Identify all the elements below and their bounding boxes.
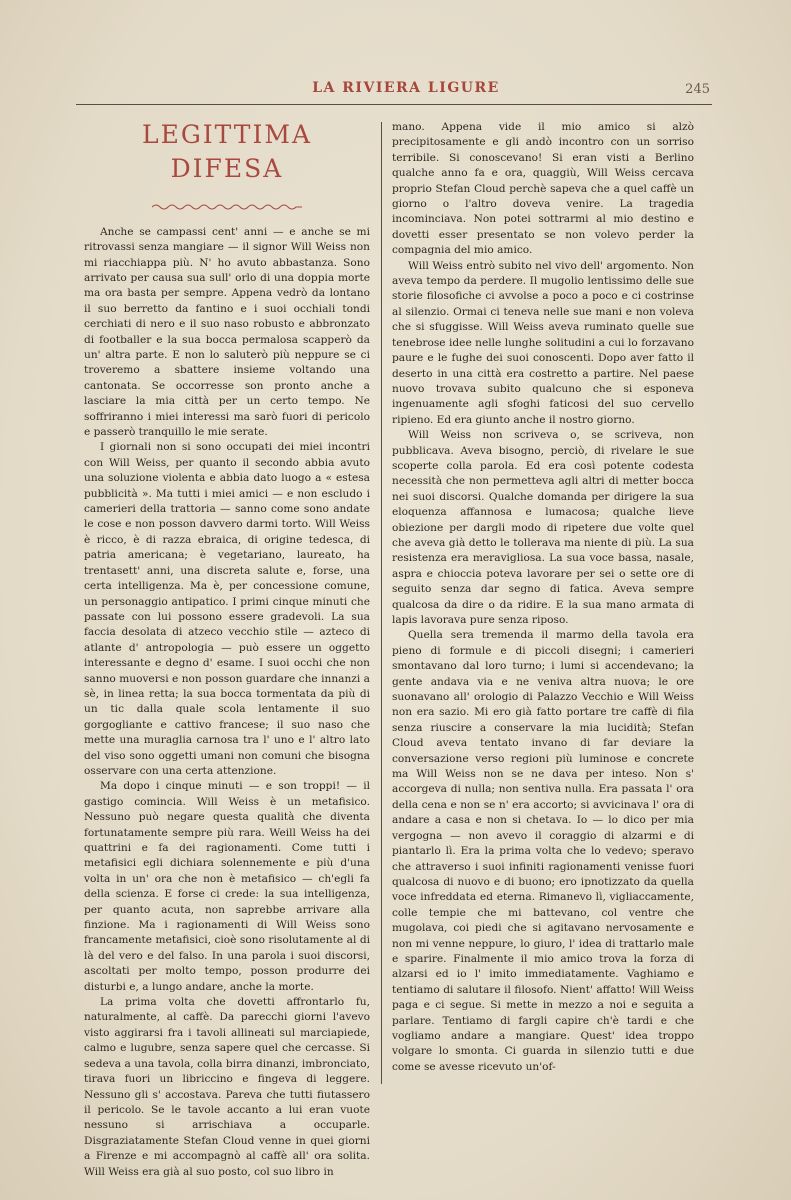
paragraph: Will Weiss non scriveva o, se scriveva, non pubblicava. Aveva bisogno, perciò, di rivelare le sue scoperte colla parola. Ed era così potente codesta necessità che non permetteva agli altri di metter bocca nei suoi discorsi. Qualche domanda per dirigere la sua eloquenza affannosa e lumacosa; qualche lieve obiezione per dargli modo di ripetere due volte quel che aveva già detto le tollerava ma niente di più. La sua resistenza era meravigliosa. La sua voce bassa, nasale, aspra e chioccia poteva lavorare per sei o sette ore di seguito senza dar segno di fatica. Aveva sempre qualcosa da dire o da ridire. E la sua mano armata di lapis lavorava pure senza riposo.: [392, 429, 694, 626]
column-divider: [381, 122, 382, 1084]
paragraph: I giornali non si sono occupati dei miei incontri con Will Weiss, per quanto il secondo abbia avuto una soluzione violenta e abbia dato luogo a « estesa pubblicità ». Ma tutti i miei amici — e non escludo i camerieri della trattoria — sanno come sono andate le cose e non posson davvero darmi torto. Will Weiss è ricco, è di razza ebraica, di origine tedesca, di patria americana; è vegetariano, laureato, ha trentasett' anni, una discreta salute e, forse, una certa intelligenza. Ma è, per concessione comune, un personaggio antipatico. I primi cinque minuti che passate con lui possono essere gradevoli. La sua faccia desolata di atzeco vecchio stile — azteco di atlante d' antropologia — può essere un oggetto interessante e degno d' esame. I suoi occhi che non sanno muoversi e non posson guardare che innanzi a sè, in linea retta; la sua bocca tormentata da più di un tic dalla quale scola lentamente il suo gorgogliante e cattivo francese; il suo naso che mette una muraglia carnosa tra l' uno e l' altro lato del viso sono oggetti umani non comuni che bisogna osservare con una certa attenzione.: [84, 441, 370, 777]
header-rule: [76, 104, 712, 105]
journal-title: LA RIVIERA LIGURE: [312, 80, 500, 96]
article-title: LEGITTIMA DIFESA: [141, 120, 313, 183]
paragraph: mano. Appena vide il mio amico si alzò precipitosamente e gli andò incontro con un sorriso terribile. Si conoscevano! Si eran visti a Berlino qualche anno fa e ora, quaggiù, Will Weiss cercava proprio Stefan Cloud perchè sapeva che a quel caffè un giorno o l'altro doveva venire. La tragedia incominciava. Non potei sottrarmi al mio destino e dovetti esser presentato se non volevo perder la compagnia del mio amico.: [392, 121, 694, 257]
page-header: [76, 78, 736, 104]
paragraph: Will Weiss entrò subito nel vivo dell' argomento. Non aveva tempo da perdere. Il mugolio lentissimo delle sue storie filosofiche ci avvolse a poco a poco e ci costrinse al silenzio. Ormai ci teneva nelle sue mani e non voleva che si sfuggisse. Will Weiss aveva ruminato quelle sue tenebrose idee nelle lunghe solitudini a cui lo forzavano paure e le fughe dei suoi conoscenti. Dopo aver fatto il deserto in una città era costretto a partire. Nel paese nuovo trovava subito qualcuno che si esponeva ingenuamente agli sfoghi faticosi del suo cervello ripieno. Ed era giunto anche il nostro giorno.: [392, 259, 694, 426]
page-number: 245: [685, 82, 710, 97]
left-column: [84, 118, 370, 1180]
paragraph: Anche se campassi cent' anni — e anche se mi ritrovassi senza mangiare — il signor Will Weiss non mi riacchiappa più. N' ho avuto abbastanza. Sono arrivato per causa sua sull' orlo di una doppia morte ma ora basta per sempre. Appena vedrò da lontano il suo berretto da fantino e i suoi occhiali tondi cerchiati di nero e il suo naso robusto e abbronzato di footballer e la sua bocca permalosa scapperò da un' altra parte. E non lo saluterò più neppure se ci troveremo a sbattere insieme voltando una cantonata. Se occorresse son pronto anche a lasciare la mia città per un certo tempo. Ne soffriranno i miei interessi ma sarò fuori di pericolo e passerò tranquillo le mie serate.: [84, 225, 370, 439]
right-column: [392, 120, 694, 1075]
paragraph: La prima volta che dovetti affrontarlo fu, naturalmente, al caffè. Da parecchi giorni l'avevo visto aggirarsi fra i tavoli allineati sul marciapiede, calmo e lugubre, senza sapere quel che cercasse. Si sedeva a una tavola, colla birra dinanzi, imbronciato, tirava fuori un libriccino e fingeva di leggere. Nessuno gli s' accostava. Pareva che tutti fiutassero il pericolo. Se le tavole accanto a lui eran vuote nessuno si arrischiava a occuparle. Disgraziatamente Stefan Cloud venne in quei giorni a Firenze e mi accompagnò al caffè all' ora solita. Will Weiss era già al suo posto, col suo libro in: [84, 996, 370, 1178]
title-ornament-icon: [152, 203, 302, 211]
paragraph: Ma dopo i cinque minuti — e son troppi! — il gastigo comincia. Will Weiss è un metafisico. Nessuno può negare questa qualità che diventa fortunatamente sempre più rara. Weill Weiss ha dei quattrini e fa dei ragionamenti. Come tutti i metafisici egli dichiara solennemente e più d'una volta in un' ora che non è metafisico — ch'egli fa della scienza. E forse ci crede: la sua intelligenza, per quanto acuta, non saprebbe arrivare alla finzione. Ma i ragionamenti di Will Weiss sono francamente metafisici, cioè sono risolutamente al di là del vero e del falso. In una parola i suoi discorsi, ascoltati per molto tempo, posson produrre dei disturbi e, a lungo andare, anche la morte.: [84, 780, 370, 993]
paragraph: Quella sera tremenda il marmo della tavola era pieno di formule e di piccoli disegni; i camerieri smontavano dal loro turno; i lumi si accendevano; la gente andava via e ne veniva altra nuova; le ore suonavano all' orologio di Palazzo Vecchio e Will Weiss non era sazio. Mi ero già fatto portare tre caffè di fila senza riuscire a conservare la mia lucidità; Stefan Cloud aveva tentato invano di far deviare la conversazione verso regioni più luminose e concrete ma Will Weiss non se ne dava per inteso. Non s' accorgeva di nulla; non sentiva nulla. Era passata l' ora della cena e non se n' era accorto; si avvicinava l' ora di andare a casa e non si chetava. Io — lo dico per mia vergogna — non avevo il coraggio di alzarmi e di piantarlo lì. Era la prima volta che lo vedevo; speravo che attraverso i suoi infiniti ragionamenti venisse fuori qualcosa di nuovo e di buono; ero ipnotizzato da quella voce infreddata ed eterna. Rimanevo lì, vigliaccamente, colle tempie che mi battevano, col ventre che mugolava, coi piedi che si agitavano nervosamente e non mi venne neppure, lo giuro, l' idea di trattarlo male e sparire. Finalmente il mio amico trova la forza di alzarsi ed io l' imito immediatamente. Vaghiamo e tentiamo di salutare il filosofo. Nient' affatto! Will Weiss paga e ci segue. Si mette in mezzo a noi e seguita a parlare. Tentiamo di fargli capire ch'è tardi e che vogliamo andare a mangiare. Quest' idea troppo volgare lo smonta. Ci guarda in silenzio tutti e due come se avesse ricevuto un'of-: [392, 629, 694, 1073]
